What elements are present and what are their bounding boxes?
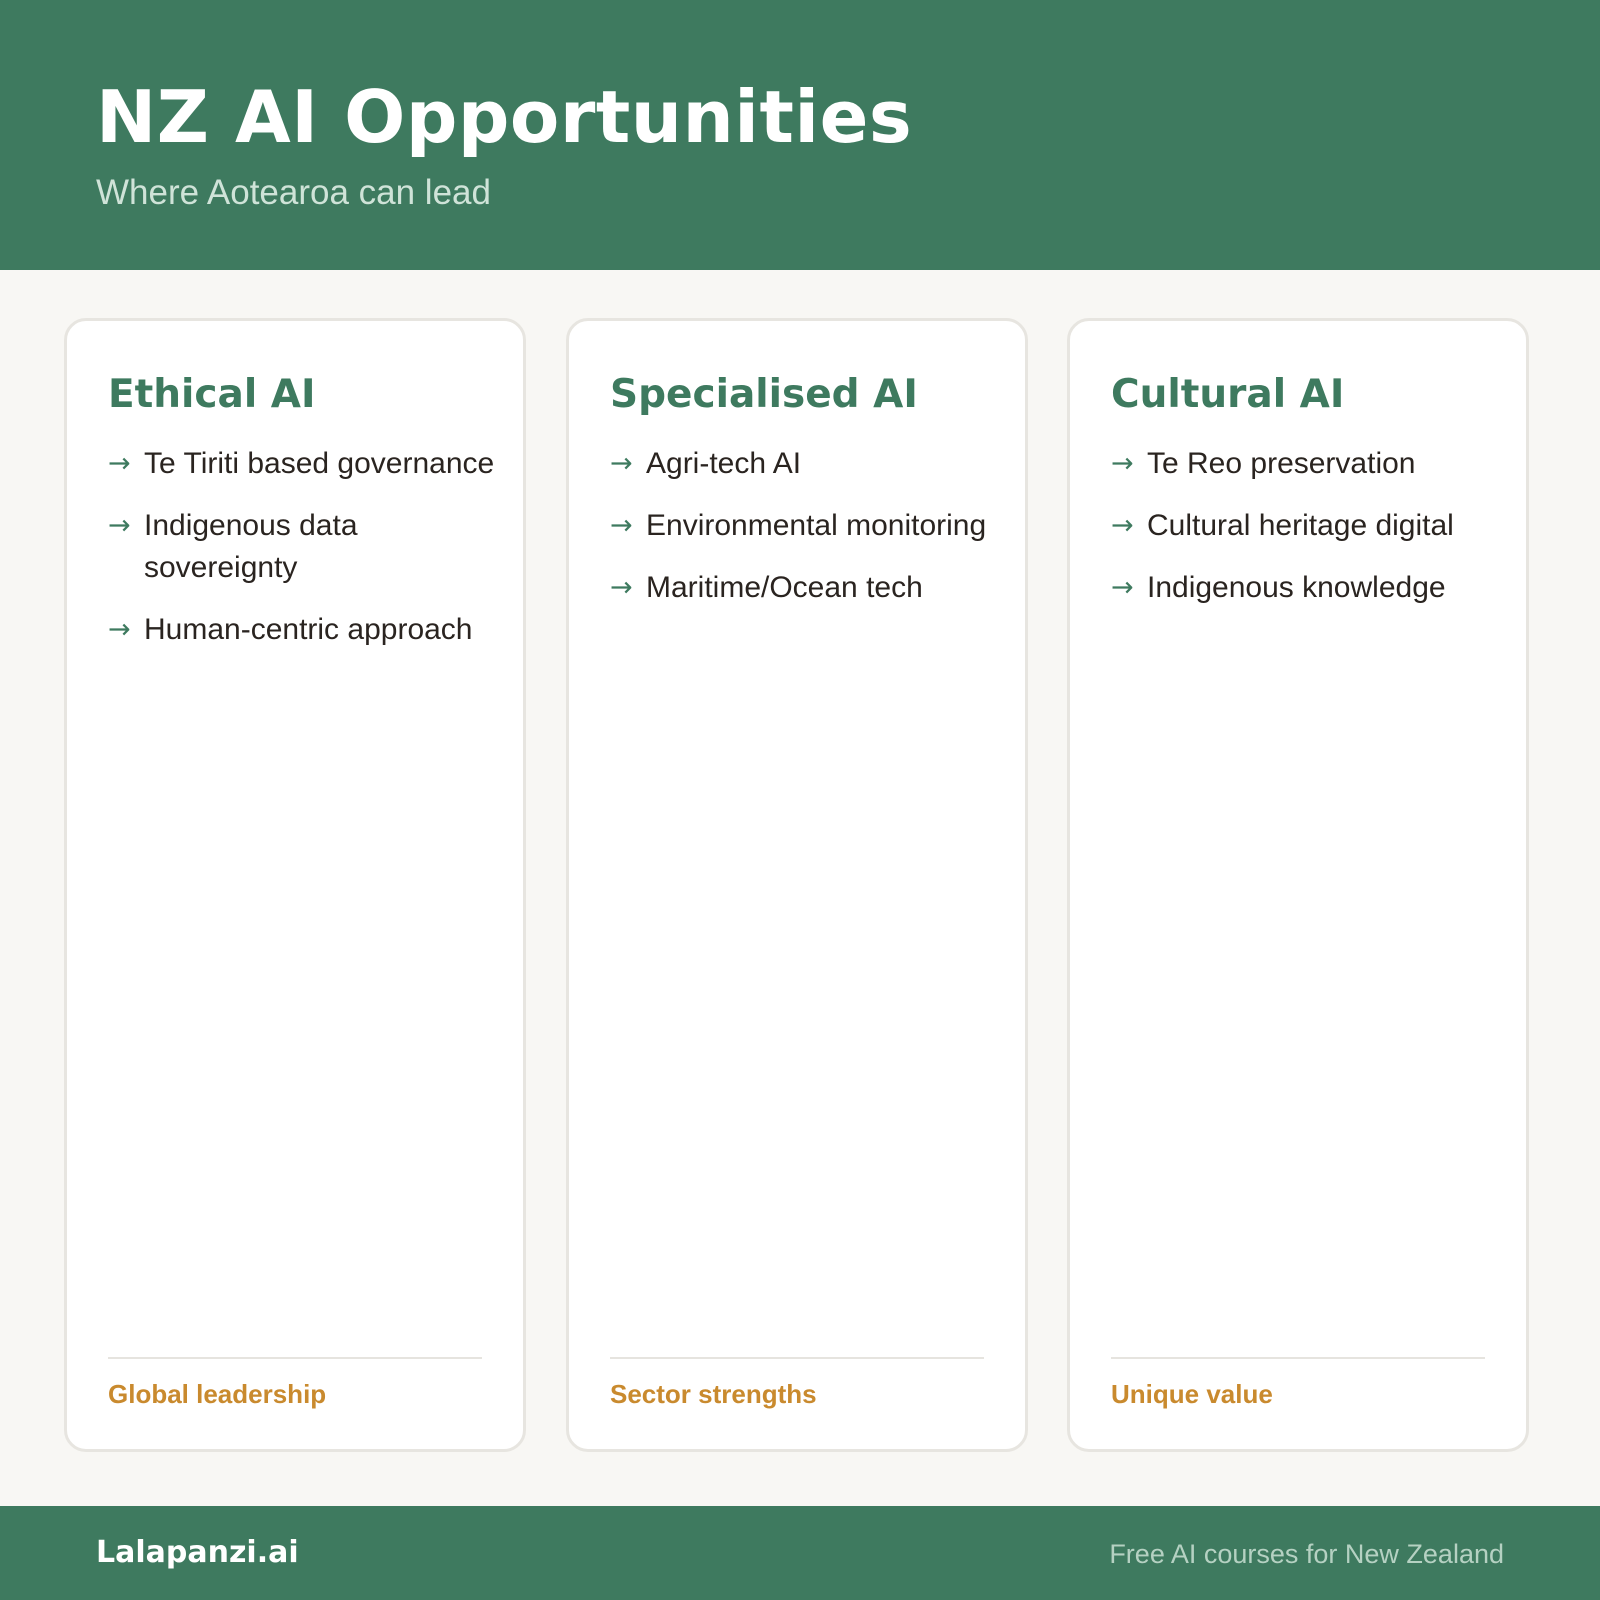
list-item xyxy=(610,443,1000,485)
card-item-list xyxy=(610,443,1000,629)
card-footer-label: Global leadership xyxy=(108,1379,327,1409)
arrow-right-icon: → xyxy=(610,572,633,603)
footer-tagline: Free AI courses for New Zealand xyxy=(1109,1539,1504,1569)
list-item xyxy=(108,609,498,651)
list-item xyxy=(1111,443,1501,485)
arrow-right-icon: → xyxy=(108,448,131,479)
card-title: Cultural AI xyxy=(1111,372,1345,417)
arrow-right-icon: → xyxy=(1111,572,1134,603)
list-item xyxy=(108,505,498,589)
list-item xyxy=(610,567,1000,609)
list-item-text: Cultural heritage digital xyxy=(1147,509,1454,542)
brand-logo-text: Lalapanzi.ai xyxy=(96,1535,299,1570)
card-divider xyxy=(108,1357,482,1359)
card-title: Specialised AI xyxy=(610,372,918,417)
list-item-text: Te Tiriti based governance xyxy=(144,447,495,480)
footer-bar xyxy=(0,1506,1600,1600)
list-item-text: Te Reo preservation xyxy=(1147,447,1416,480)
card-divider xyxy=(1111,1357,1485,1359)
list-item xyxy=(1111,505,1501,547)
list-item-text: Indigenous knowledge xyxy=(1147,571,1446,604)
card-specialised-ai xyxy=(566,318,1028,1452)
page-subtitle: Where Aotearoa can lead xyxy=(96,173,491,212)
arrow-right-icon: → xyxy=(1111,448,1134,479)
list-item xyxy=(1111,567,1501,609)
header-banner xyxy=(0,0,1600,270)
list-item xyxy=(108,443,498,485)
card-ethical-ai xyxy=(64,318,526,1452)
list-item-text: Maritime/Ocean tech xyxy=(646,571,923,604)
card-title: Ethical AI xyxy=(108,372,316,417)
card-item-list xyxy=(108,443,498,671)
list-item-text: Agri-tech AI xyxy=(646,447,802,480)
card-footer-label: Unique value xyxy=(1111,1379,1273,1409)
arrow-right-icon: → xyxy=(1111,510,1134,541)
card-cultural-ai xyxy=(1067,318,1529,1452)
list-item xyxy=(610,505,1000,547)
card-footer-label: Sector strengths xyxy=(610,1379,817,1409)
page-title: NZ AI Opportunities xyxy=(96,75,913,159)
card-item-list xyxy=(1111,443,1501,629)
arrow-right-icon: → xyxy=(108,510,131,541)
list-item-text: Indigenous data sovereignty xyxy=(144,509,358,584)
list-item-text: Human-centric approach xyxy=(144,613,473,646)
arrow-right-icon: → xyxy=(610,448,633,479)
card-divider xyxy=(610,1357,984,1359)
arrow-right-icon: → xyxy=(108,614,131,645)
list-item-text: Environmental monitoring xyxy=(646,509,987,542)
arrow-right-icon: → xyxy=(610,510,633,541)
